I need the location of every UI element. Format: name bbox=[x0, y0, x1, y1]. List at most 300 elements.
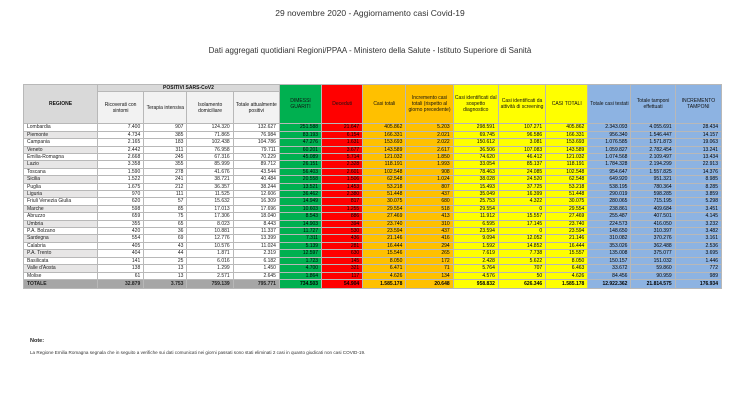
value-cell: 2.194.299 bbox=[631, 161, 675, 168]
value-cell: 75 bbox=[144, 213, 187, 220]
value-cell: 1.446 bbox=[675, 257, 721, 264]
value-cell: 6.471 bbox=[363, 265, 406, 272]
value-cell: 2.536 bbox=[675, 242, 721, 249]
value-cell: 405 bbox=[98, 242, 144, 249]
value-cell: 437 bbox=[406, 228, 453, 235]
value-cell: 2.380 bbox=[322, 191, 363, 198]
value-cell: 30.075 bbox=[546, 198, 588, 205]
value-cell: 166.331 bbox=[363, 131, 406, 138]
value-cell: 598 bbox=[98, 205, 144, 212]
value-cell: 12.052 bbox=[498, 235, 545, 242]
value-cell: 6.016 bbox=[187, 257, 233, 264]
value-cell: 6.463 bbox=[546, 265, 588, 272]
value-cell: 53.218 bbox=[546, 183, 588, 190]
covid-data-table bbox=[23, 84, 722, 289]
value-cell: 255.487 bbox=[588, 213, 631, 220]
value-cell: 107.271 bbox=[498, 124, 545, 131]
value-cell: 44 bbox=[144, 250, 187, 257]
value-cell: 7.619 bbox=[453, 250, 498, 257]
value-cell: 25.753 bbox=[453, 198, 498, 205]
value-cell: 649.920 bbox=[588, 176, 631, 183]
value-cell: 8.023 bbox=[187, 220, 233, 227]
value-cell: 8.050 bbox=[363, 257, 406, 264]
value-cell: 57 bbox=[144, 198, 187, 205]
value-cell: 5.298 bbox=[675, 198, 721, 205]
value-cell: 53.218 bbox=[363, 183, 406, 190]
value-cell: 23.594 bbox=[546, 228, 588, 235]
value-cell: 40.484 bbox=[233, 176, 279, 183]
value-cell: 29.554 bbox=[363, 205, 406, 212]
region-cell: Emilia-Romagna bbox=[24, 154, 98, 161]
value-cell: 886 bbox=[322, 213, 363, 220]
value-cell: 370.276 bbox=[631, 235, 675, 242]
value-cell: 83.193 bbox=[279, 131, 321, 138]
value-cell: 0 bbox=[498, 228, 545, 235]
value-cell: 310 bbox=[406, 220, 453, 227]
value-cell: 23.740 bbox=[546, 220, 588, 227]
value-cell: 65 bbox=[144, 220, 187, 227]
value-cell: 30.075 bbox=[363, 198, 406, 205]
value-cell: 538.195 bbox=[588, 183, 631, 190]
value-cell: 143.589 bbox=[546, 146, 588, 153]
value-cell: 14.903 bbox=[279, 220, 321, 227]
value-cell: 36.357 bbox=[187, 183, 233, 190]
region-cell: Friuli Venezia Giulia bbox=[24, 198, 98, 205]
table-row bbox=[24, 242, 722, 249]
value-cell: 41.676 bbox=[187, 168, 233, 175]
value-cell: 970 bbox=[98, 191, 144, 198]
value-cell: 18.040 bbox=[233, 213, 279, 220]
header-incremento-tamponi: INCREMENTO TAMPONI bbox=[675, 85, 721, 124]
value-cell: 385 bbox=[144, 131, 187, 138]
value-cell: 10.603 bbox=[279, 205, 321, 212]
value-cell: 135.008 bbox=[588, 250, 631, 257]
value-cell: 554 bbox=[98, 235, 144, 242]
value-cell: 150.612 bbox=[453, 139, 498, 146]
table-row bbox=[24, 228, 722, 235]
value-cell: 38.244 bbox=[233, 183, 279, 190]
value-cell: 298.591 bbox=[453, 124, 498, 131]
value-cell: 6.182 bbox=[233, 257, 279, 264]
table-row bbox=[24, 176, 722, 183]
table-row bbox=[24, 213, 722, 220]
region-cell: Veneto bbox=[24, 146, 98, 153]
value-cell: 33.054 bbox=[453, 161, 498, 168]
total-value: 1.585.178 bbox=[363, 279, 406, 288]
value-cell: 11.912 bbox=[453, 213, 498, 220]
value-cell: 4.734 bbox=[98, 131, 144, 138]
region-cell: Molise bbox=[24, 272, 98, 279]
region-cell: Sicilia bbox=[24, 176, 98, 183]
value-cell: 51.448 bbox=[546, 191, 588, 198]
value-cell: 8.050 bbox=[546, 257, 588, 264]
region-cell: Umbria bbox=[24, 220, 98, 227]
value-cell: 9.094 bbox=[453, 235, 498, 242]
total-value: 626.346 bbox=[498, 279, 545, 288]
value-cell: 407.501 bbox=[631, 213, 675, 220]
value-cell: 21.146 bbox=[546, 235, 588, 242]
value-cell: 62.548 bbox=[546, 176, 588, 183]
value-cell: 4.055.691 bbox=[631, 124, 675, 131]
value-cell: 2.022 bbox=[406, 139, 453, 146]
value-cell: 1.076.585 bbox=[588, 139, 631, 146]
value-cell: 85 bbox=[144, 205, 187, 212]
value-cell: 4.626 bbox=[363, 272, 406, 279]
total-value: 54.904 bbox=[322, 279, 363, 288]
value-cell: 1.546.447 bbox=[631, 131, 675, 138]
value-cell: 11.337 bbox=[233, 228, 279, 235]
value-cell: 25 bbox=[144, 257, 187, 264]
value-cell: 16.309 bbox=[233, 198, 279, 205]
value-cell: 60.201 bbox=[279, 146, 321, 153]
value-cell: 2.165 bbox=[98, 139, 144, 146]
region-cell: Piemonte bbox=[24, 131, 98, 138]
header-positivi-group: POSITIVI SARS-CoV2 bbox=[98, 85, 280, 92]
value-cell: 2.571 bbox=[187, 272, 233, 279]
value-cell: 2.328 bbox=[322, 161, 363, 168]
value-cell: 16.444 bbox=[546, 242, 588, 249]
value-cell: 166.331 bbox=[546, 131, 588, 138]
total-value: 12.922.362 bbox=[588, 279, 631, 288]
value-cell: 43.544 bbox=[233, 168, 279, 175]
value-cell: 310.397 bbox=[631, 228, 675, 235]
value-cell: 15.557 bbox=[546, 250, 588, 257]
value-cell: 420 bbox=[98, 228, 144, 235]
region-cell: Abruzzo bbox=[24, 213, 98, 220]
value-cell: 5.622 bbox=[498, 257, 545, 264]
total-value: 795.771 bbox=[233, 279, 279, 288]
value-cell: 12.776 bbox=[187, 235, 233, 242]
value-cell: 6.154 bbox=[322, 131, 363, 138]
value-cell: 13 bbox=[144, 265, 187, 272]
value-cell: 11.727 bbox=[279, 228, 321, 235]
value-cell: 3.161 bbox=[675, 235, 721, 242]
value-cell: 907 bbox=[144, 124, 187, 131]
value-cell: 51.448 bbox=[363, 191, 406, 198]
value-cell: 807 bbox=[406, 183, 453, 190]
header-incremento: Incremento casi totali (rispetto al giorno precedente) bbox=[406, 85, 453, 124]
region-cell: Campania bbox=[24, 139, 98, 146]
value-cell: 278 bbox=[144, 168, 187, 175]
value-cell: 138 bbox=[98, 265, 144, 272]
value-cell: 29.554 bbox=[453, 205, 498, 212]
value-cell: 23.594 bbox=[453, 228, 498, 235]
value-cell: 38.028 bbox=[453, 176, 498, 183]
value-cell: 153.693 bbox=[363, 139, 406, 146]
value-cell: 956.340 bbox=[588, 131, 631, 138]
value-cell: 23.740 bbox=[363, 220, 406, 227]
value-cell: 12.606 bbox=[233, 191, 279, 198]
value-cell: 405.862 bbox=[363, 124, 406, 131]
value-cell: 16.399 bbox=[498, 191, 545, 198]
value-cell: 245 bbox=[144, 154, 187, 161]
value-cell: 102.438 bbox=[187, 139, 233, 146]
value-cell: 36.506 bbox=[453, 146, 498, 153]
value-cell: 3.358 bbox=[98, 161, 144, 168]
value-cell: 8.443 bbox=[233, 220, 279, 227]
value-cell: 908 bbox=[406, 168, 453, 175]
value-cell: 1.871 bbox=[187, 250, 233, 257]
value-cell: 71.865 bbox=[187, 131, 233, 138]
value-cell: 76.958 bbox=[187, 146, 233, 153]
table-row bbox=[24, 205, 722, 212]
value-cell: 47.276 bbox=[279, 139, 321, 146]
value-cell: 29.554 bbox=[546, 205, 588, 212]
value-cell: 102.548 bbox=[363, 168, 406, 175]
value-cell: 241 bbox=[144, 176, 187, 183]
value-cell: 394 bbox=[322, 220, 363, 227]
value-cell: 15.546 bbox=[363, 250, 406, 257]
value-cell: 1.450 bbox=[233, 265, 279, 272]
total-value: 958.832 bbox=[453, 279, 498, 288]
value-cell: 416 bbox=[406, 235, 453, 242]
value-cell: 1.592 bbox=[453, 242, 498, 249]
value-cell: 17.013 bbox=[187, 205, 233, 212]
value-cell: 2.343.093 bbox=[588, 124, 631, 131]
value-cell: 2.109.497 bbox=[631, 154, 675, 161]
region-cell: Puglia bbox=[24, 183, 98, 190]
total-value: 1.585.178 bbox=[546, 279, 588, 288]
table-body bbox=[24, 124, 722, 289]
region-cell: Marche bbox=[24, 205, 98, 212]
value-cell: 1.590 bbox=[98, 168, 144, 175]
value-cell: 1.074.568 bbox=[588, 154, 631, 161]
table-row bbox=[24, 257, 722, 264]
header-casi-totali: Casi totali bbox=[363, 85, 406, 124]
note-text: La Regione Emilia Romagna segnala che in seguito a verifiche sui dati comunicati nei giorni passati sono stati eliminati 2 casi in quanto giudicati non casi COVID-19. bbox=[30, 350, 366, 355]
value-cell: 1.506 bbox=[322, 176, 363, 183]
region-cell: Basilicata bbox=[24, 257, 98, 264]
value-cell: 71 bbox=[406, 265, 453, 272]
total-value: 3.753 bbox=[144, 279, 187, 288]
table-row bbox=[24, 161, 722, 168]
value-cell: 16.444 bbox=[363, 242, 406, 249]
value-cell: 4.626 bbox=[546, 272, 588, 279]
value-cell: 23.594 bbox=[363, 228, 406, 235]
value-cell: 238.861 bbox=[588, 205, 631, 212]
value-cell: 96.586 bbox=[498, 131, 545, 138]
value-cell: 416.050 bbox=[631, 220, 675, 227]
value-cell: 35.049 bbox=[453, 191, 498, 198]
value-cell: 26.151 bbox=[279, 161, 321, 168]
value-cell: 24.085 bbox=[498, 168, 545, 175]
value-cell: 67.316 bbox=[187, 154, 233, 161]
value-cell: 4.700 bbox=[279, 265, 321, 272]
header-sospetto: Casi identificati dal sospetto diagnostico bbox=[453, 85, 498, 124]
value-cell: 530 bbox=[322, 228, 363, 235]
value-cell: 13.241 bbox=[675, 146, 721, 153]
value-cell: 145 bbox=[322, 257, 363, 264]
region-cell: Liguria bbox=[24, 191, 98, 198]
value-cell: 28.434 bbox=[675, 124, 721, 131]
value-cell: 1.571.873 bbox=[631, 139, 675, 146]
value-cell: 954.647 bbox=[588, 168, 631, 175]
table-row bbox=[24, 124, 722, 131]
table-row bbox=[24, 250, 722, 257]
value-cell: 7.311 bbox=[279, 235, 321, 242]
value-cell: 1.631 bbox=[322, 139, 363, 146]
value-cell: 1.453 bbox=[322, 183, 363, 190]
value-cell: 85.999 bbox=[187, 161, 233, 168]
value-cell: 780.364 bbox=[631, 183, 675, 190]
header-deceduti: Deceduti bbox=[322, 85, 363, 124]
value-cell: 69 bbox=[144, 235, 187, 242]
value-cell: 1.723 bbox=[279, 257, 321, 264]
value-cell: 817 bbox=[322, 198, 363, 205]
table-row bbox=[24, 272, 722, 279]
table-row bbox=[24, 235, 722, 242]
value-cell: 38.721 bbox=[187, 176, 233, 183]
value-cell: 14.376 bbox=[675, 168, 721, 175]
total-value: 734.503 bbox=[279, 279, 321, 288]
value-cell: 36.462 bbox=[279, 191, 321, 198]
value-cell: 134 bbox=[406, 272, 453, 279]
value-cell: 3.451 bbox=[675, 205, 721, 212]
value-cell: 409.684 bbox=[631, 205, 675, 212]
value-cell: 74.620 bbox=[453, 154, 498, 161]
header-totale-tamponi: Totale tamponi effettuati bbox=[631, 85, 675, 124]
value-cell: 659 bbox=[98, 213, 144, 220]
value-cell: 2.668 bbox=[98, 154, 144, 161]
value-cell: 4.576 bbox=[453, 272, 498, 279]
value-cell: 2.319 bbox=[233, 250, 279, 257]
value-cell: 1.675 bbox=[98, 183, 144, 190]
value-cell: 224.573 bbox=[588, 220, 631, 227]
total-value: 21.814.575 bbox=[631, 279, 675, 288]
value-cell: 1.850 bbox=[406, 154, 453, 161]
value-cell: 436 bbox=[322, 235, 363, 242]
value-cell: 1.024 bbox=[406, 176, 453, 183]
value-cell: 20.558 bbox=[279, 176, 321, 183]
value-cell: 46.412 bbox=[498, 154, 545, 161]
value-cell: 362.488 bbox=[631, 242, 675, 249]
region-cell: P.A. Bolzano bbox=[24, 228, 98, 235]
value-cell: 2.442 bbox=[98, 146, 144, 153]
value-cell: 79.711 bbox=[233, 146, 279, 153]
value-cell: 118.191 bbox=[546, 161, 588, 168]
value-cell: 102.548 bbox=[546, 168, 588, 175]
value-cell: 251.588 bbox=[279, 124, 321, 131]
value-cell: 21.146 bbox=[363, 235, 406, 242]
value-cell: 69.745 bbox=[453, 131, 498, 138]
report-subtitle: Dati aggregati quotidiani Regioni/PPAA - Ministero della Salute - Istituto Superiore di Sanità bbox=[208, 46, 532, 55]
value-cell: 150.157 bbox=[588, 257, 631, 264]
value-cell: 1.522 bbox=[98, 176, 144, 183]
value-cell: 37.725 bbox=[498, 183, 545, 190]
value-cell: 355 bbox=[144, 161, 187, 168]
value-cell: 707 bbox=[498, 265, 545, 272]
value-cell: 141 bbox=[98, 257, 144, 264]
value-cell: 15.632 bbox=[187, 198, 233, 205]
value-cell: 15.557 bbox=[498, 213, 545, 220]
table-row bbox=[24, 146, 722, 153]
value-cell: 1.299 bbox=[187, 265, 233, 272]
value-cell: 121.032 bbox=[546, 154, 588, 161]
value-cell: 104.786 bbox=[233, 139, 279, 146]
value-cell: 2.782.454 bbox=[631, 146, 675, 153]
value-cell: 5.714 bbox=[322, 154, 363, 161]
total-label: TOTALE bbox=[24, 279, 98, 288]
value-cell: 89.712 bbox=[233, 161, 279, 168]
value-cell: 17.306 bbox=[187, 213, 233, 220]
value-cell: 85.137 bbox=[498, 161, 545, 168]
value-cell: 7.738 bbox=[498, 250, 545, 257]
value-cell: 50 bbox=[498, 272, 545, 279]
value-cell: 183 bbox=[144, 139, 187, 146]
value-cell: 3.695 bbox=[675, 250, 721, 257]
table-row bbox=[24, 139, 722, 146]
value-cell: 0 bbox=[498, 205, 545, 212]
value-cell: 107.083 bbox=[498, 146, 545, 153]
value-cell: 680 bbox=[406, 198, 453, 205]
total-value: 176.934 bbox=[675, 279, 721, 288]
value-cell: 15.493 bbox=[453, 183, 498, 190]
table-row bbox=[24, 220, 722, 227]
table-row bbox=[24, 265, 722, 272]
value-cell: 5.139 bbox=[279, 242, 321, 249]
value-cell: 33.672 bbox=[588, 265, 631, 272]
value-cell: 4.322 bbox=[498, 198, 545, 205]
table-row bbox=[24, 131, 722, 138]
header-tamponi: Totale casi testati bbox=[588, 85, 631, 124]
value-cell: 4.145 bbox=[675, 213, 721, 220]
value-cell: 1.784.328 bbox=[588, 161, 631, 168]
value-cell: 61 bbox=[98, 272, 144, 279]
value-cell: 1.993 bbox=[406, 161, 453, 168]
value-cell: 19.063 bbox=[675, 139, 721, 146]
value-cell: 1.255 bbox=[322, 205, 363, 212]
value-cell: 3.859 bbox=[675, 191, 721, 198]
value-cell: 24.520 bbox=[498, 176, 545, 183]
value-cell: 22.913 bbox=[675, 161, 721, 168]
value-cell: 124.320 bbox=[187, 124, 233, 131]
value-cell: 17.145 bbox=[498, 220, 545, 227]
value-cell: 14.157 bbox=[675, 131, 721, 138]
value-cell: 715.195 bbox=[631, 198, 675, 205]
value-cell: 13.399 bbox=[233, 235, 279, 242]
header-dimessi: DIMESSI GUARITI bbox=[279, 85, 321, 124]
value-cell: 8.985 bbox=[675, 176, 721, 183]
value-cell: 14.949 bbox=[279, 198, 321, 205]
value-cell: 118.191 bbox=[363, 161, 406, 168]
region-cell: Lombardia bbox=[24, 124, 98, 131]
value-cell: 36 bbox=[144, 228, 187, 235]
value-cell: 951.321 bbox=[631, 176, 675, 183]
value-cell: 143.589 bbox=[363, 146, 406, 153]
header-ricoverati: Ricoverati con sintomi bbox=[98, 92, 144, 124]
value-cell: 2.428 bbox=[453, 257, 498, 264]
value-cell: 76.984 bbox=[233, 131, 279, 138]
value-cell: 13.521 bbox=[279, 183, 321, 190]
value-cell: 8.543 bbox=[279, 213, 321, 220]
value-cell: 6.595 bbox=[453, 220, 498, 227]
value-cell: 45.089 bbox=[279, 154, 321, 161]
value-cell: 321 bbox=[322, 265, 363, 272]
header-casi-totali-2: CASI TOTALI bbox=[546, 85, 588, 124]
header-isolamento: Isolamento domiciliare bbox=[187, 92, 233, 124]
value-cell: 2.021 bbox=[406, 131, 453, 138]
value-cell: 310.082 bbox=[588, 235, 631, 242]
region-cell: Valle d'Aosta bbox=[24, 265, 98, 272]
value-cell: 281 bbox=[322, 242, 363, 249]
value-cell: 404 bbox=[98, 250, 144, 257]
value-cell: 132.627 bbox=[233, 124, 279, 131]
total-row bbox=[24, 279, 722, 288]
header-totale-positivi: Totale attualmente positivi bbox=[233, 92, 279, 124]
value-cell: 280.065 bbox=[588, 198, 631, 205]
value-cell: 172 bbox=[406, 257, 453, 264]
note-label: Note: bbox=[30, 338, 45, 344]
